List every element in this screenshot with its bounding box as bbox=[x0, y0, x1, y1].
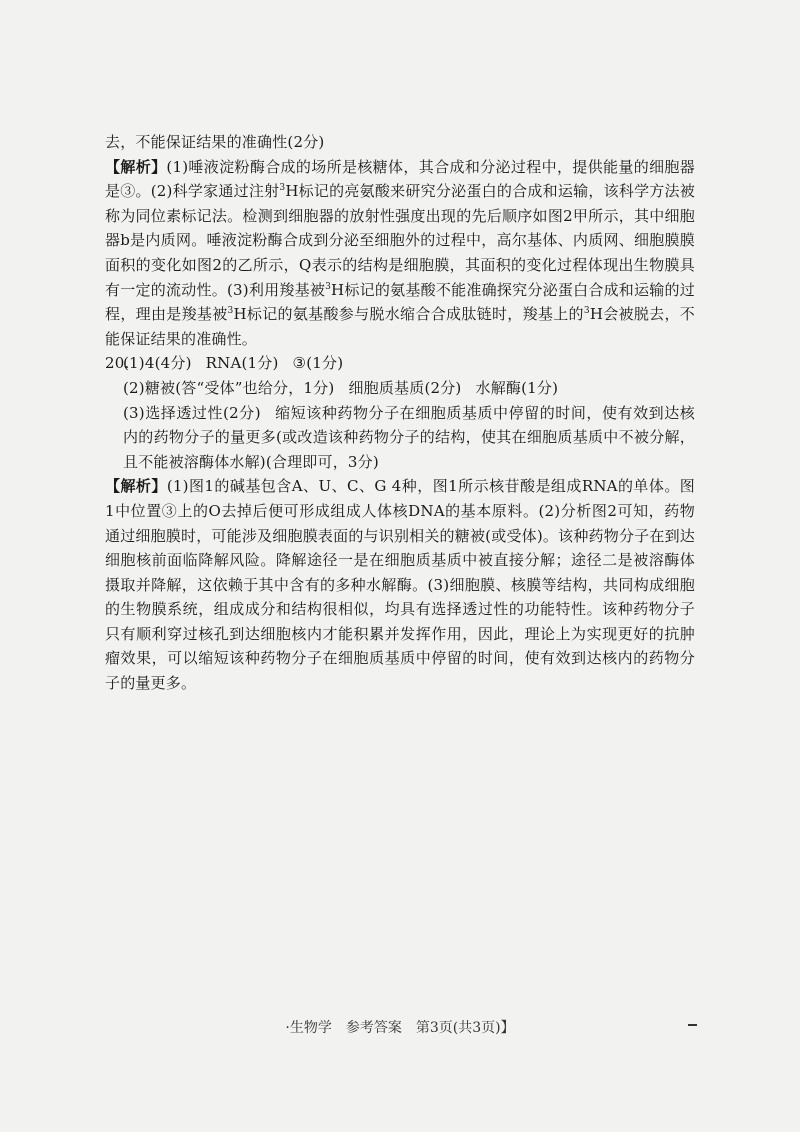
superscript-3: 3 bbox=[227, 306, 234, 317]
superscript-3: 3 bbox=[279, 183, 286, 194]
q20-ans1-part-a: (1)4(4分) bbox=[123, 354, 192, 373]
analysis-label: 【解析】 bbox=[105, 157, 167, 176]
footer-mark bbox=[688, 1024, 697, 1026]
analysis-label: 【解析】 bbox=[105, 477, 167, 496]
q20-ans3-part-a: (3)选择透过性(2分) bbox=[123, 403, 261, 422]
superscript-3: 3 bbox=[325, 281, 332, 292]
q19-analysis-part2a: (2)科学家通过注射 bbox=[150, 182, 280, 201]
q20-ans2-part-b: 细胞质基质(2分) bbox=[348, 378, 462, 397]
q20-analysis bbox=[105, 474, 695, 695]
answer-content bbox=[105, 130, 695, 696]
q20-analysis-text: (1)图1的碱基包含A、U、C、G 4种，图1所示核苷酸是组成RNA的单体。图1中位置③上的O去掉后便可形成组成人体核DNA的基本原料。(2)分析图2可知，药物通过细胞膜时，可能涉及细胞膜表面的与识别相关的糖被(或受体)。该种药物分子在到达细胞核前面临降解风险。降解途径一是在细胞质基质中被直接分解；途径二是被溶酶体摄取并降解，这依赖于其中含有的多种水解酶。(3)细胞膜、核膜等结构，共同构成细胞的生物膜系统，组成成分和结构很相似，均具有选择透过性的功能特性。该种药物分子只有顺利穿过核孔到达细胞核内才能积累并发挥作用，因此，理论上为实现更好的抗肿瘤效果，可以缩短该种药物分子在细胞质基质中停留的时间，使有效到达核内的药物分子的量更多。 bbox=[105, 477, 695, 693]
q19-answer-end: 去，不能保证结果的准确性(2分) bbox=[105, 133, 325, 151]
question-number: 20. bbox=[105, 354, 130, 373]
q20-ans2-part-c: 水解酶(1分) bbox=[475, 378, 559, 397]
q19-analysis bbox=[105, 155, 695, 352]
q20-ans1-part-c: ③(1分) bbox=[292, 354, 344, 373]
q19-analysis-part2c: H标记的氨基酸不能准确探究分泌蛋白合成和运输的过程，理由是羧基被 bbox=[105, 280, 695, 324]
q19-analysis-part2b: H标记的亮氨酸来研究分泌蛋白的合成和运输，该科学方法被称为同位素标记法。检测到细胞器的放射性强度出现的先后顺序如图2甲所示，其中细胞器b是内质网。唾液淀粉酶合成到分泌至细胞外的过程中，高尔基体、内质网、细胞膜膜面积的变化如图2的乙所示，Q表示的结构是细胞膜，其面积的变化过程体现出生物膜具有一定的流动性。(3)利用羧基被 bbox=[105, 182, 696, 299]
superscript-3: 3 bbox=[583, 306, 590, 317]
q20-ans2-part-a: (2)糖被(答“受体”也给分，1分) bbox=[123, 378, 335, 397]
q19-analysis-part1: (1)唾液淀粉酶合成的场所是核糖体，其合成和分泌过程中，提供能量的细胞器是③。 bbox=[105, 157, 695, 201]
q20-ans1-part-b: RNA(1分) bbox=[205, 354, 279, 373]
q19-analysis-part2e: H会被脱去，不能保证结果的准确性。 bbox=[105, 305, 695, 348]
page-footer: ·生物学 参考答案 第3页(共3页)】 bbox=[285, 1020, 515, 1036]
q20-answer-3 bbox=[105, 401, 695, 475]
q20-answer-1 bbox=[105, 351, 695, 376]
q20-ans3-part-b: 缩短该种药物分子在细胞质基质中停留的时间，使有效到达核内的药物分子的量更多(或改造该种药物分子的结构，使其在细胞质基质中不被分解，且不能被溶酶体水解)(合理即可，3分) bbox=[123, 403, 695, 471]
q19-analysis-part2d: H标记的氨基酸参与脱水缩合合成肽链时，羧基上的 bbox=[233, 305, 584, 324]
q20-answer-2 bbox=[105, 376, 695, 401]
